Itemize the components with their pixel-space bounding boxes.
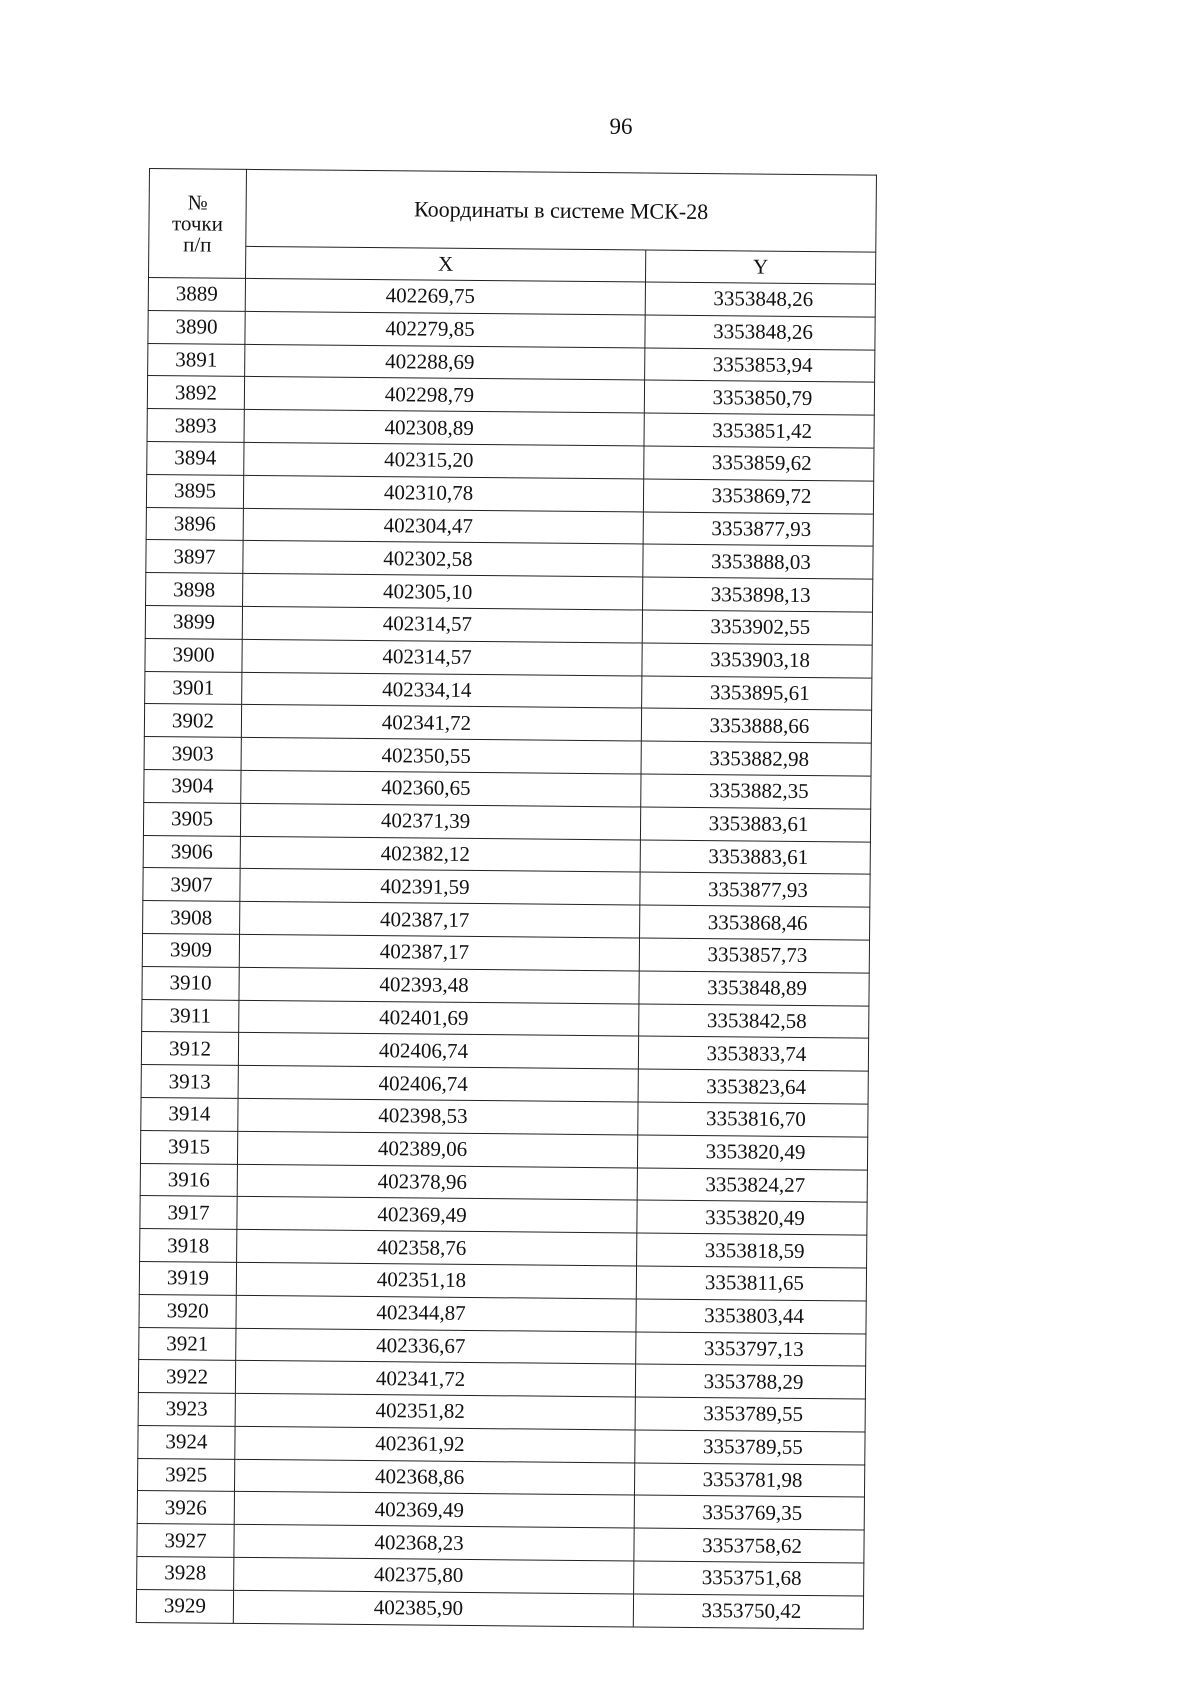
x-coordinate-cell: 402406,74 [238, 1033, 638, 1069]
point-number-cell: 3928 [137, 1557, 234, 1591]
x-coordinate-cell: 402298,79 [244, 377, 644, 413]
x-coordinate-cell: 402369,49 [237, 1197, 637, 1233]
y-coordinate-cell: 3353903,18 [642, 643, 872, 678]
point-number-cell: 3901 [145, 671, 242, 705]
table-header [149, 169, 877, 285]
y-coordinate-cell: 3353781,98 [634, 1463, 864, 1498]
y-coordinate-cell: 3353850,79 [644, 380, 874, 415]
point-number-cell: 3909 [142, 933, 239, 967]
x-coordinate-cell: 402389,06 [237, 1131, 637, 1167]
x-coordinate-cell: 402269,75 [245, 278, 645, 314]
y-coordinate-cell: 3353848,26 [645, 282, 875, 317]
header-pp: п/п [183, 231, 212, 257]
y-coordinate-cell: 3353868,46 [640, 905, 870, 940]
x-coordinate-cell: 402382,12 [240, 836, 640, 872]
x-coordinate-cell: 402393,48 [239, 967, 639, 1003]
y-coordinate-cell: 3353902,55 [642, 610, 872, 645]
x-coordinate-cell: 402341,72 [241, 705, 641, 741]
y-coordinate-cell: 3353833,74 [638, 1036, 868, 1071]
point-number-cell: 3921 [139, 1327, 236, 1361]
y-coordinate-cell: 3353751,68 [634, 1561, 864, 1596]
y-coordinate-cell: 3353842,58 [639, 1004, 869, 1039]
point-number-cell: 3916 [140, 1163, 237, 1197]
coordinates-system-header: Координаты в системе МСК-28 [246, 169, 877, 252]
x-coordinate-cell: 402351,18 [236, 1262, 636, 1298]
point-number-cell: 3927 [137, 1524, 234, 1558]
x-column-header: X [246, 246, 646, 282]
y-coordinate-cell: 3353851,42 [644, 413, 874, 448]
x-coordinate-cell: 402350,55 [241, 738, 641, 774]
x-coordinate-cell: 402369,49 [234, 1492, 634, 1528]
x-coordinate-cell: 402398,53 [238, 1098, 638, 1134]
y-coordinate-cell: 3353769,35 [634, 1495, 864, 1530]
point-number-cell: 3907 [143, 868, 240, 902]
table-row [136, 1589, 863, 1628]
x-coordinate-cell: 402315,20 [244, 442, 644, 478]
coordinates-table [136, 168, 877, 1629]
x-coordinate-cell: 402334,14 [242, 672, 642, 708]
y-coordinate-cell: 3353859,62 [644, 446, 874, 481]
point-number-cell: 3891 [148, 343, 245, 377]
table-body [136, 278, 875, 1629]
header-point-word: точки [171, 210, 224, 236]
point-number-header [149, 169, 247, 279]
point-number-cell: 3915 [140, 1130, 237, 1164]
y-coordinate-cell: 3353824,27 [637, 1167, 867, 1202]
y-coordinate-cell: 3353898,13 [643, 577, 873, 612]
point-number-cell: 3896 [146, 507, 243, 541]
y-column-header: Y [645, 250, 875, 284]
y-coordinate-cell: 3353788,29 [635, 1364, 865, 1399]
y-coordinate-cell: 3353811,65 [636, 1266, 866, 1301]
x-coordinate-cell: 402358,76 [237, 1229, 637, 1265]
point-number-cell: 3894 [147, 441, 244, 475]
page-number: 96 [609, 114, 633, 139]
y-coordinate-cell: 3353820,49 [637, 1135, 867, 1170]
point-number-cell: 3893 [147, 409, 244, 443]
x-coordinate-cell: 402378,96 [237, 1164, 637, 1200]
point-number-cell: 3910 [142, 966, 239, 1000]
y-coordinate-cell: 3353877,93 [643, 512, 873, 547]
point-number-cell: 3899 [145, 605, 242, 639]
point-number-cell: 3903 [144, 737, 241, 771]
point-number-cell: 3924 [138, 1425, 235, 1459]
x-coordinate-cell: 402308,89 [244, 410, 644, 446]
y-coordinate-cell: 3353750,42 [633, 1594, 863, 1629]
x-coordinate-cell: 402279,85 [245, 311, 645, 347]
point-number-cell: 3929 [136, 1589, 233, 1623]
x-coordinate-cell: 402387,17 [240, 901, 640, 937]
x-coordinate-cell: 402341,72 [235, 1361, 635, 1397]
point-number-cell: 3902 [144, 704, 241, 738]
point-number-cell: 3898 [146, 573, 243, 607]
x-coordinate-cell: 402361,92 [235, 1426, 635, 1462]
y-coordinate-cell: 3353758,62 [634, 1528, 864, 1563]
y-coordinate-cell: 3353882,35 [641, 774, 871, 809]
point-number-cell: 3908 [143, 901, 240, 935]
y-coordinate-cell: 3353869,72 [643, 479, 873, 514]
x-coordinate-cell: 402387,17 [239, 934, 639, 970]
y-coordinate-cell: 3353848,89 [639, 971, 869, 1006]
x-coordinate-cell: 402344,87 [236, 1295, 636, 1331]
header-number-sign: № [187, 189, 208, 215]
point-number-cell: 3920 [139, 1294, 236, 1328]
y-coordinate-cell: 3353882,98 [641, 741, 871, 776]
point-number-cell: 3923 [138, 1393, 235, 1427]
point-number-cell: 3917 [140, 1196, 237, 1230]
x-coordinate-cell: 402305,10 [243, 574, 643, 610]
point-number-cell: 3911 [142, 999, 239, 1033]
y-coordinate-cell: 3353877,93 [640, 872, 870, 907]
x-coordinate-cell: 402304,47 [243, 508, 643, 544]
y-coordinate-cell: 3353797,13 [636, 1331, 866, 1366]
x-coordinate-cell: 402368,86 [234, 1459, 634, 1495]
y-coordinate-cell: 3353895,61 [642, 676, 872, 711]
point-number-cell: 3922 [138, 1360, 235, 1394]
x-coordinate-cell: 402302,58 [243, 541, 643, 577]
point-number-cell: 3890 [148, 310, 245, 344]
x-coordinate-cell: 402314,57 [242, 639, 642, 675]
x-coordinate-cell: 402368,23 [234, 1525, 634, 1561]
point-number-cell: 3900 [145, 638, 242, 672]
x-coordinate-cell: 402310,78 [243, 475, 643, 511]
y-coordinate-cell: 3353820,49 [637, 1200, 867, 1235]
point-number-cell: 3925 [137, 1458, 234, 1492]
y-coordinate-cell: 3353883,61 [640, 807, 870, 842]
x-coordinate-cell: 402401,69 [239, 1000, 639, 1036]
point-number-cell: 3897 [146, 540, 243, 574]
point-number-cell: 3889 [148, 278, 245, 312]
y-coordinate-cell: 3353789,55 [635, 1430, 865, 1465]
x-coordinate-cell: 402351,82 [235, 1393, 635, 1429]
point-number-cell: 3914 [141, 1097, 238, 1131]
y-coordinate-cell: 3353823,64 [638, 1069, 868, 1104]
y-coordinate-cell: 3353857,73 [639, 938, 869, 973]
x-coordinate-cell: 402385,90 [233, 1590, 633, 1626]
y-coordinate-cell: 3353853,94 [645, 348, 875, 383]
x-coordinate-cell: 402371,39 [240, 803, 640, 839]
x-coordinate-cell: 402391,59 [240, 869, 640, 905]
x-coordinate-cell: 402336,67 [236, 1328, 636, 1364]
point-number-cell: 3926 [137, 1491, 234, 1525]
x-coordinate-cell: 402406,74 [238, 1065, 638, 1101]
y-coordinate-cell: 3353789,55 [635, 1397, 865, 1432]
x-coordinate-cell: 402360,65 [241, 770, 641, 806]
x-coordinate-cell: 402375,80 [234, 1557, 634, 1593]
point-number-cell: 3905 [143, 802, 240, 836]
point-number-cell: 3906 [143, 835, 240, 869]
point-number-cell: 3919 [139, 1261, 236, 1295]
y-coordinate-cell: 3353888,03 [643, 544, 873, 579]
point-number-cell: 3895 [146, 474, 243, 508]
y-coordinate-cell: 3353883,61 [640, 840, 870, 875]
y-coordinate-cell: 3353818,59 [637, 1233, 867, 1268]
point-number-cell: 3918 [140, 1229, 237, 1263]
point-number-cell: 3912 [141, 1032, 238, 1066]
point-number-cell: 3904 [144, 769, 241, 803]
y-coordinate-cell: 3353848,26 [645, 315, 875, 350]
x-coordinate-cell: 402314,57 [242, 606, 642, 642]
y-coordinate-cell: 3353816,70 [638, 1102, 868, 1137]
x-coordinate-cell: 402288,69 [245, 344, 645, 380]
y-coordinate-cell: 3353888,66 [641, 708, 871, 743]
y-coordinate-cell: 3353803,44 [636, 1299, 866, 1334]
point-number-cell: 3913 [141, 1065, 238, 1099]
point-number-cell: 3892 [147, 376, 244, 410]
